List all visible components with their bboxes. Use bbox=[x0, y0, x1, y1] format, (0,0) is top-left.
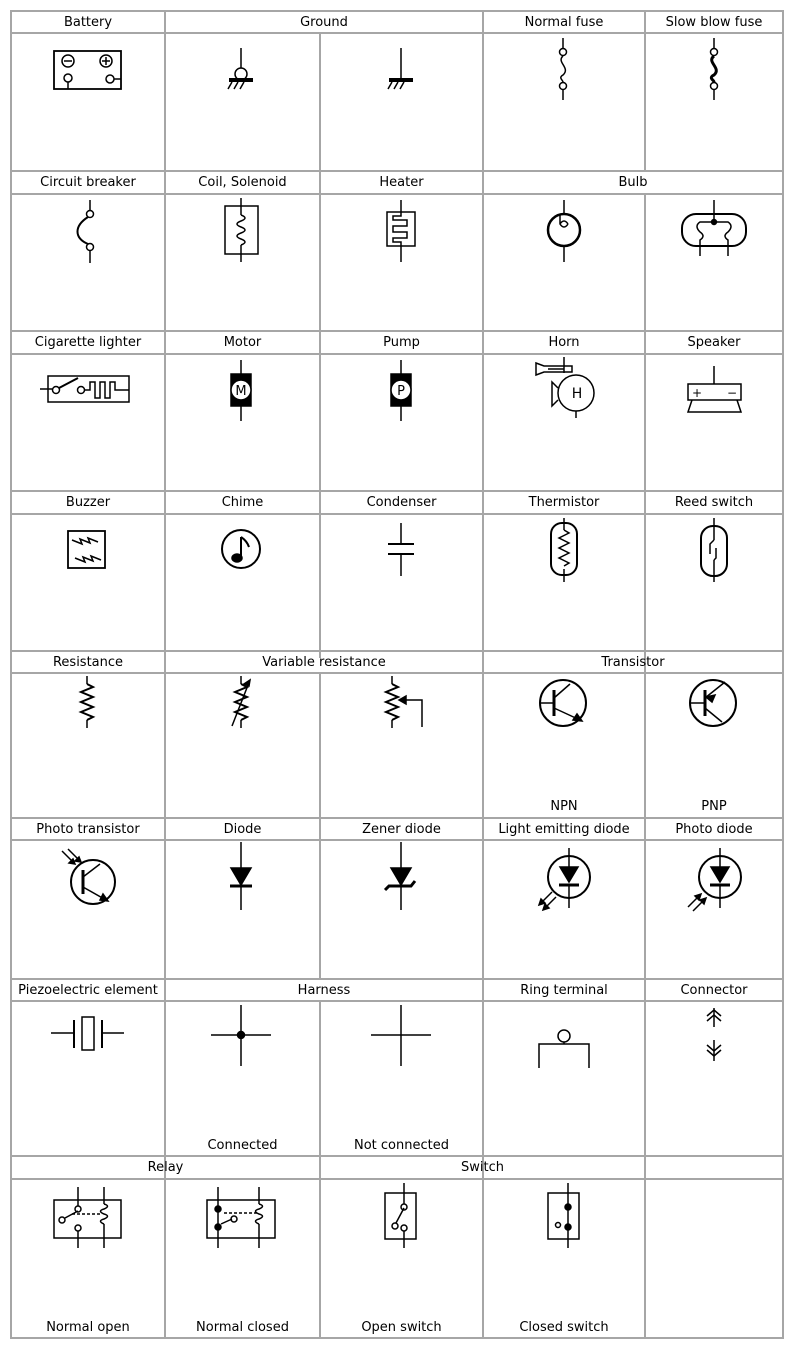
header-speaker: Speaker bbox=[687, 335, 741, 350]
condenser-symbol bbox=[388, 523, 414, 576]
relay-normal-closed-symbol bbox=[207, 1187, 275, 1248]
reed-switch-symbol bbox=[701, 518, 727, 582]
bulb-symbol-1 bbox=[548, 200, 580, 262]
header-pump: Pump bbox=[383, 335, 420, 350]
npn-transistor-symbol bbox=[540, 680, 586, 726]
header-photo-transistor: Photo transistor bbox=[36, 822, 140, 837]
circuit-breaker-symbol bbox=[78, 200, 94, 263]
header-buzzer: Buzzer bbox=[65, 495, 111, 510]
speaker-plus: + bbox=[691, 386, 703, 400]
caption-not-connected: Not connected bbox=[354, 1137, 449, 1153]
led-symbol bbox=[539, 848, 590, 910]
pump-letter: P bbox=[397, 384, 405, 399]
header-light-emitting-diode: Light emitting diode bbox=[498, 822, 630, 837]
header-cigarette-lighter: Cigarette lighter bbox=[34, 335, 142, 350]
header-transistor: Transistor bbox=[601, 655, 665, 670]
coil-solenoid-symbol bbox=[225, 198, 258, 262]
closed-switch-symbol bbox=[548, 1183, 579, 1248]
diode-symbol bbox=[230, 842, 252, 910]
variable-resistance-symbol-2 bbox=[386, 676, 422, 728]
header-bulb: Bulb bbox=[618, 175, 648, 190]
cigarette-lighter-symbol bbox=[40, 376, 129, 402]
header-zener-diode: Zener diode bbox=[362, 822, 441, 837]
harness-connected-symbol bbox=[211, 1005, 271, 1066]
chime-symbol bbox=[222, 530, 260, 568]
header-photo-diode: Photo diode bbox=[675, 822, 753, 837]
harness-not-connected-symbol bbox=[371, 1005, 431, 1066]
ground-symbol-1 bbox=[228, 48, 253, 89]
header-connector: Connector bbox=[680, 983, 748, 998]
header-condenser: Condenser bbox=[366, 495, 437, 510]
battery-symbol bbox=[54, 51, 121, 89]
heater-symbol bbox=[387, 200, 415, 262]
thermistor-symbol bbox=[551, 518, 577, 582]
slow-blow-fuse-symbol bbox=[711, 38, 718, 100]
header-circuit-breaker: Circuit breaker bbox=[40, 175, 136, 190]
horn-letter: H bbox=[571, 386, 583, 402]
photo-transistor-symbol bbox=[62, 849, 115, 904]
header-resistance: Resistance bbox=[52, 655, 124, 670]
header-normal-fuse: Normal fuse bbox=[524, 15, 604, 30]
speaker-minus: − bbox=[726, 386, 738, 400]
caption-normal-closed: Normal closed bbox=[196, 1319, 289, 1335]
connector-symbol bbox=[707, 1008, 721, 1061]
header-ground: Ground bbox=[300, 15, 348, 30]
header-variable-resistance: Variable resistance bbox=[262, 655, 386, 670]
header-piezoelectric-element: Piezoelectric element bbox=[18, 983, 158, 998]
variable-resistance-symbol-1 bbox=[232, 676, 250, 728]
relay-normal-open-symbol bbox=[54, 1187, 121, 1248]
photo-diode-symbol bbox=[688, 848, 741, 911]
buzzer-symbol bbox=[68, 531, 105, 568]
header-horn: Horn bbox=[548, 335, 580, 350]
caption-pnp: PNP bbox=[701, 798, 727, 814]
pnp-transistor-symbol bbox=[690, 680, 736, 726]
battery-plus-label bbox=[0, 0, 1, 1]
header-heater: Heater bbox=[379, 175, 424, 190]
header-ring-terminal: Ring terminal bbox=[520, 983, 608, 998]
ground-symbol-2 bbox=[388, 48, 413, 89]
zener-diode-symbol bbox=[385, 842, 415, 910]
normal-fuse-symbol bbox=[560, 38, 567, 100]
resistance-symbol bbox=[81, 676, 93, 728]
caption-closed-switch: Closed switch bbox=[519, 1319, 609, 1335]
motor-letter: M bbox=[235, 384, 247, 399]
header-battery: Battery bbox=[63, 15, 113, 30]
header-relay: Relay bbox=[147, 1160, 184, 1175]
bulb-symbol-2 bbox=[682, 200, 746, 256]
ring-terminal-symbol bbox=[539, 1030, 589, 1068]
header-coil-solenoid: Coil, Solenoid bbox=[198, 175, 287, 190]
header-chime: Chime bbox=[221, 495, 264, 510]
header-reed-switch: Reed switch bbox=[674, 495, 754, 510]
caption-npn: NPN bbox=[550, 798, 578, 814]
header-harness: Harness bbox=[297, 983, 351, 998]
header-slow-blow-fuse: Slow blow fuse bbox=[665, 15, 763, 30]
horn-symbol bbox=[536, 357, 594, 418]
header-switch: Switch bbox=[461, 1160, 504, 1175]
header-motor: Motor bbox=[223, 335, 262, 350]
header-thermistor: Thermistor bbox=[528, 495, 600, 510]
caption-normal-open: Normal open bbox=[46, 1319, 130, 1335]
piezoelectric-symbol bbox=[51, 1017, 124, 1050]
caption-open-switch: Open switch bbox=[361, 1319, 442, 1335]
caption-connected: Connected bbox=[207, 1137, 278, 1153]
open-switch-symbol bbox=[385, 1183, 416, 1248]
header-diode: Diode bbox=[223, 822, 262, 837]
